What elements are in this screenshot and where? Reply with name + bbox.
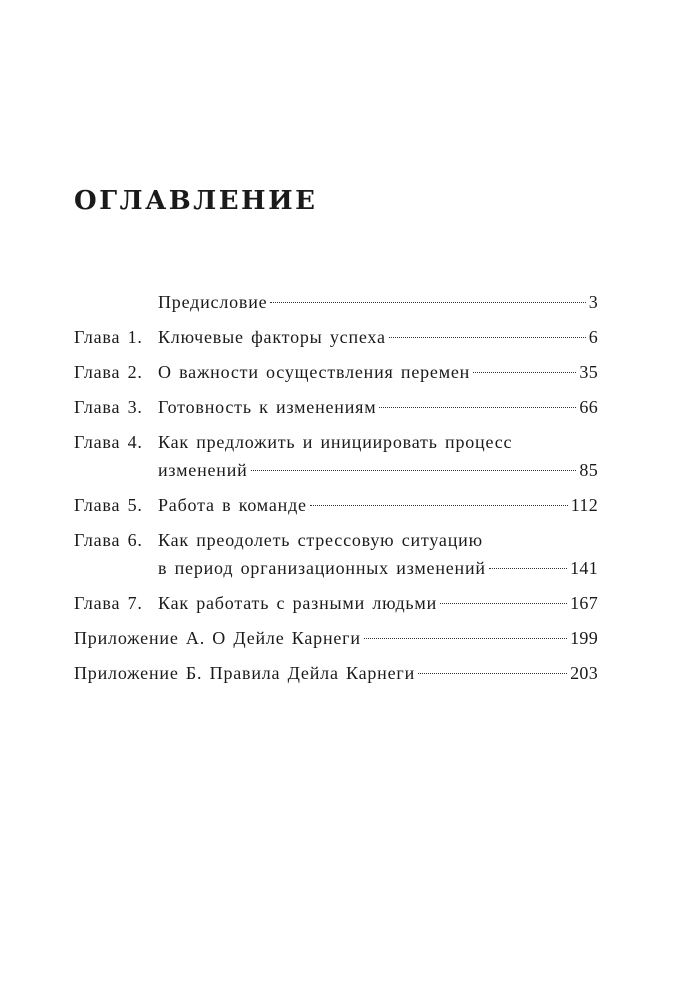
dot-leader [379, 407, 576, 408]
chapter-label: Глава 3. [74, 397, 143, 417]
entry-title-line-2: в период организационных изменений [158, 558, 486, 578]
entry-title: Ключевые факторы успеха [158, 327, 386, 347]
entry-title: Приложение А. О Дейле Карнеги [74, 628, 361, 648]
toc-entry-chapter-7[interactable] [74, 589, 598, 617]
chapter-label: Глава 6. [74, 530, 143, 550]
toc-entry-chapter-2[interactable] [74, 358, 598, 386]
page-number: 167 [570, 593, 598, 613]
page-number: 3 [588, 292, 598, 312]
table-of-contents [74, 288, 598, 694]
toc-entry-chapter-4[interactable] [74, 428, 598, 484]
page-number: 6 [588, 327, 598, 347]
toc-entry-appendix-b[interactable] [74, 659, 598, 687]
page-number: 66 [579, 397, 598, 417]
chapter-label: Глава 1. [74, 327, 143, 347]
page-number: 35 [579, 362, 598, 382]
dot-leader [489, 568, 567, 569]
page-number: 199 [570, 628, 598, 648]
dot-leader [389, 337, 586, 338]
entry-title: Предисловие [158, 292, 268, 312]
toc-entry-chapter-6[interactable] [74, 526, 598, 582]
entry-title: Как работать с разными людьми [158, 593, 438, 613]
toc-entry-appendix-a[interactable] [74, 624, 598, 652]
entry-title: Готовность к изменениям [158, 397, 377, 417]
toc-entry-chapter-5[interactable] [74, 491, 598, 519]
page-title: ОГЛАВЛЕНИЕ [74, 186, 318, 216]
chapter-label: Глава 5. [74, 495, 143, 515]
dot-leader [418, 673, 567, 674]
dot-leader [270, 302, 585, 303]
dot-leader [364, 638, 567, 639]
toc-entry-chapter-3[interactable] [74, 393, 598, 421]
page-number: 141 [570, 558, 598, 578]
entry-title: Приложение Б. Правила Дейла Карнеги [74, 663, 416, 683]
entry-title-line-1: Как предложить и инициировать процесс [158, 432, 513, 452]
toc-entry-chapter-1[interactable] [74, 323, 598, 351]
page-number: 203 [570, 663, 598, 683]
toc-entry-preface[interactable] [74, 288, 598, 316]
entry-title-line-2: изменений [158, 460, 248, 480]
chapter-label: Глава 4. [74, 432, 143, 452]
entry-title: О важности осуществления перемен [158, 362, 471, 382]
page-number: 112 [570, 495, 598, 515]
dot-leader [440, 603, 567, 604]
entry-title-line-1: Как преодолеть стрессовую ситуацию [158, 530, 483, 550]
dot-leader [251, 470, 577, 471]
chapter-label: Глава 7. [74, 593, 143, 613]
dot-leader [473, 372, 576, 373]
chapter-label: Глава 2. [74, 362, 143, 382]
entry-title: Работа в команде [158, 495, 307, 515]
dot-leader [310, 505, 568, 506]
page-number: 85 [579, 460, 598, 480]
